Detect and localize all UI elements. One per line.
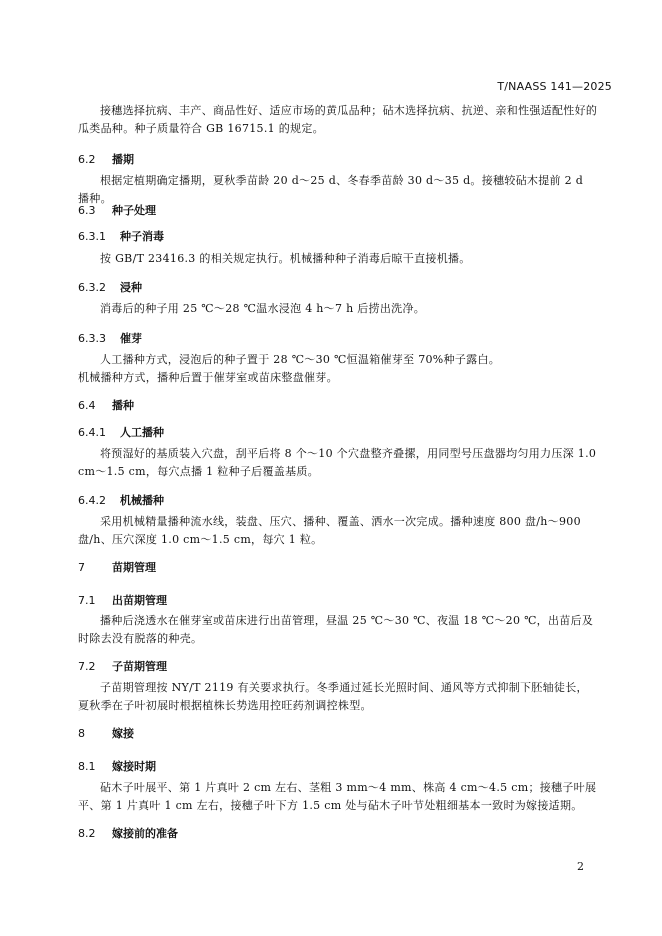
heading-8-1 [78,759,156,775]
section-number: 6.3.3 [78,332,106,345]
paragraph-sowing-date [78,172,598,208]
section-title: 子苗期管理 [112,660,167,673]
paragraph-text: 将预湿好的基质装入穴盘，刮平后将 8 个～10 个穴盘整齐叠摞，用同型号压盘器均匀用力压深 1.0 cm～1.5 cm，每穴点播 1 粒种子后覆盖基质。 [78,447,597,478]
section-title: 出苗期管理 [112,594,167,607]
paragraph-grafting-period [78,779,598,815]
section-number: 6.3 [78,204,96,217]
section-number: 7.2 [78,660,96,673]
heading-6-4-1 [78,425,164,441]
section-title: 播期 [112,153,134,166]
paragraph-text: 采用机械精量播种流水线，装盘、压穴、播种、覆盖、洒水一次完成。播种速度 800 盘/h～900 盘/h、压穴深度 1.0 cm～1.5 cm，每穴 1 粒。 [78,515,581,546]
heading-6-3 [78,203,156,219]
section-number: 6.4 [78,399,96,412]
section-title: 种子消毒 [120,230,164,243]
paragraph-text: 接穗选择抗病、丰产、商品性好、适应市场的黄瓜品种；砧木选择抗病、抗逆、亲和性强适配性好的瓜类品种。种子质量符合 GB 16715.1 的规定。 [78,104,598,135]
paragraph-machine-sowing [78,513,598,549]
paragraph-seedling [78,679,598,715]
standard-code: T/NAASS 141—2025 [497,80,612,93]
section-number: 6.2 [78,153,96,166]
section-number: 6.3.1 [78,230,106,243]
section-title: 苗期管理 [112,561,156,574]
paragraph-text: 播种后浇透水在催芽室或苗床进行出苗管理，昼温 25 ℃～30 ℃、夜温 18 ℃～20 ℃，出苗后及时除去没有脱落的种壳。 [78,614,594,645]
heading-8-2 [78,826,178,842]
page-number: 2 [577,860,584,873]
paragraph-text: 按 GB/T 23416.3 的相关规定执行。机械播种种子消毒后晾干直接机播。 [100,252,471,265]
paragraph-disinfection [78,250,598,268]
heading-8 [78,726,134,742]
section-title: 催芽 [120,332,142,345]
section-title: 播种 [112,399,134,412]
heading-7 [78,560,156,576]
paragraph-manual-sowing [78,445,598,481]
heading-7-2 [78,659,167,675]
heading-6-2 [78,152,134,168]
paragraph-text: 根据定植期确定播期，夏秋季苗龄 20 d～25 d、冬春季苗龄 30 d～35 d。接穗较砧木提前 2 d 播种。 [78,174,584,205]
paragraph-text: 砧木子叶展平、第 1 片真叶 2 cm 左右、茎粗 3 mm～4 mm、株高 4 cm～4.5 cm；接穗子叶展平、第 1 片真叶 1 cm 左右，接穗子叶下方 1.5 cm 处与砧木子叶节处粗细基本一致时为嫁接适期。 [78,781,597,812]
section-number: 6.4.2 [78,494,106,507]
paragraph-text: 人工播种方式，浸泡后的种子置于 28 ℃～30 ℃恒温箱催芽至 70%种子露白。 [100,353,501,366]
paragraph-emergence [78,612,598,648]
heading-6-3-3 [78,331,142,347]
section-number: 8.2 [78,827,96,840]
section-title: 嫁接 [112,727,134,740]
heading-7-1 [78,593,167,609]
paragraph-germination [78,351,598,387]
section-number: 7.1 [78,594,96,607]
paragraph-text: 消毒后的种子用 25 ℃～28 ℃温水浸泡 4 h～7 h 后捞出洗净。 [100,302,426,315]
section-number: 7 [78,561,85,574]
section-number: 8 [78,727,85,740]
heading-6-4 [78,398,134,414]
heading-6-4-2 [78,493,164,509]
paragraph-text: 子苗期管理按 NY/T 2119 有关要求执行。冬季通过延长光照时间、通风等方式抑制下胚轴徒长，夏秋季在子叶初展时根据植株长势选用控旺药剂调控株型。 [78,681,588,712]
section-number: 6.4.1 [78,426,106,439]
section-title: 浸种 [120,281,142,294]
section-number: 6.3.2 [78,281,106,294]
section-title: 人工播种 [120,426,164,439]
section-title: 种子处理 [112,204,156,217]
paragraph-soaking [78,300,598,318]
section-title: 嫁接时期 [112,760,156,773]
paragraph-varieties [78,102,598,138]
heading-6-3-2 [78,280,142,296]
section-title: 嫁接前的准备 [112,827,178,840]
heading-6-3-1 [78,229,164,245]
section-number: 8.1 [78,760,96,773]
paragraph-text: 机械播种方式，播种后置于催芽室或苗床整盘催芽。 [78,371,338,384]
section-title: 机械播种 [120,494,164,507]
